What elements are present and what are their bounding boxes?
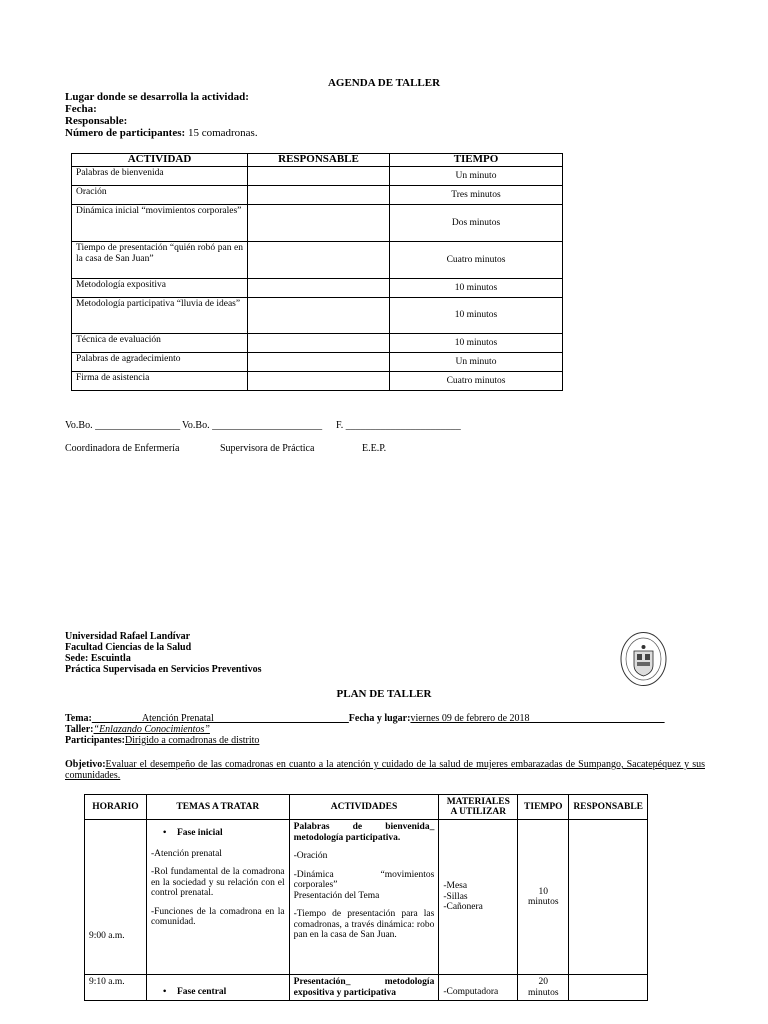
header-responsable: RESPONSABLE [248,154,390,167]
tiempo-cell: 10 minutos [390,279,563,298]
table-row [72,279,563,298]
actividad-cell: Dinámica inicial “movimientos corporales” [72,205,248,242]
actividad-bold: Palabras de bienvenida_ metodología participativa. [293,822,435,843]
header-actividad: ACTIVIDAD [72,154,248,167]
actividades-cell [289,820,439,975]
participantes-plan-value: Dirigido a comadronas de distrito [125,735,260,746]
table-row [85,820,648,975]
actividad-cell: Técnica de evaluación [72,334,248,353]
university-seal-icon [620,631,667,687]
actividad-cell: Palabras de bienvenida [72,167,248,186]
tiempo-cell: Cuatro minutos [390,242,563,279]
participantes-plan-label: Participantes: [65,735,125,746]
responsable-cell [248,279,390,298]
actividad-presentacion: Presentación del Tema [293,890,380,901]
lugar-label: Lugar donde se desarrolla la actividad: [65,91,249,103]
tiempo-plan-cell: 10 minutos [518,820,569,975]
fase-inicial-bullet: • Fase inicial [151,828,285,839]
taller-line [65,724,210,735]
firma-eep: F. _______________________ [336,420,461,431]
tema-label: Tema: [65,713,92,724]
responsable-cell [248,372,390,391]
table-row [72,205,563,242]
temas-cell [146,820,289,975]
tiempo-plan-cell: 20 minutos [518,975,569,1001]
objetivo-label: Objetivo: [65,759,106,770]
vobo-coordinadora: Vo.Bo. _________________ [65,420,181,431]
responsable-cell [248,205,390,242]
fecha-lugar-value: viernes 09 de febrero de 2018___________________________ [410,713,665,724]
table-row [72,167,563,186]
fecha-label: Fecha: [65,103,97,115]
taller-value: “Enlazando Conocimientos” [93,724,210,735]
responsable-label: Responsable: [65,115,128,127]
plan-title: PLAN DE TALLER [336,688,432,700]
header-actividades: ACTIVIDADES [289,795,439,820]
temas-cell [146,975,289,1001]
actividad-cell: Palabras de agradecimiento [72,353,248,372]
actividad-oracion: -Oración [293,851,328,861]
fase-central-bullet: • Fase central [151,987,285,998]
header-materiales: MATERIALES A UTILIZAR [439,795,518,820]
participantes-plan-line [65,735,259,746]
sign-eep: E.E.P. [362,443,387,454]
materiales-cell: -Computadora [439,975,518,1001]
header-tiempo-plan: TIEMPO [518,795,569,820]
header-horario: HORARIO [85,795,147,820]
material-item: -Cañonera [443,902,483,913]
table-row [72,372,563,391]
actividad-cell: Metodología expositiva [72,279,248,298]
table-row [72,298,563,334]
plan-header-row [85,795,648,820]
table-row [72,186,563,205]
header-temas: TEMAS A TRATAR [146,795,289,820]
responsable-cell [248,334,390,353]
responsable-plan-cell [569,820,648,975]
responsable-plan-cell [569,975,648,1001]
actividad-dinamica: -Dinámica “movimientos corporales” [293,869,435,890]
responsable-cell [248,167,390,186]
taller-label: Taller: [65,724,94,735]
agenda-header-row [72,154,563,167]
tiempo-cell: Tres minutos [390,186,563,205]
practice-name: Práctica Supervisada en Servicios Preventivos [65,664,262,675]
material-item: -Mesa [443,881,468,892]
actividad-cell: Firma de asistencia [72,372,248,391]
table-row [72,334,563,353]
tiempo-cell: Un minuto [390,167,563,186]
vobo-supervisora: Vo.Bo. ______________________ [182,420,323,431]
fecha-lugar-label: Fecha y lugar: [348,713,411,724]
actividad-cell: Tiempo de presentación “quién robó pan en la casa de San Juan” [72,242,248,279]
sign-supervisora: Supervisora de Práctica [220,443,315,454]
material-item: -Sillas [443,891,468,902]
responsable-cell [248,242,390,279]
agenda-title: AGENDA DE TALLER [327,77,441,89]
responsable-cell [248,353,390,372]
participantes-label: Número de participantes: [65,127,186,139]
objetivo-line [65,759,705,781]
tema-value: __________Atención Prenatal___________________________ [91,713,349,724]
tiempo-cell: Un minuto [390,353,563,372]
tema-line [65,713,665,724]
university-name: Universidad Rafael Landívar [65,631,191,642]
horario-cell: 9:10 a.m. [85,975,147,1001]
table-row [85,975,648,1001]
table-row [72,353,563,372]
header-responsable-plan: RESPONSABLE [569,795,648,820]
actividad-cell: Metodología participativa “lluvia de ideas” [72,298,248,334]
tiempo-cell: Dos minutos [390,205,563,242]
tema-item: -Rol fundamental de la comadrona en la sociedad y su relación con el control prenatal. [150,867,285,898]
actividad-cell: Oración [72,186,248,205]
participantes-value: 15 comadronas. [185,127,258,139]
tiempo-cell: Cuatro minutos [390,372,563,391]
faculty-name: Facultad Ciencias de la Salud [65,642,192,653]
objetivo-value: Evaluar el desempeño de las comadronas en cuanto a la atención y cuidado de la salud de mujeres embarazadas de Sumpango, Sacatepéquez y sus comunidades. [65,759,705,781]
sede-name: Sede: Escuintla [65,653,131,664]
responsable-cell [248,186,390,205]
tema-item: -Funciones de la comadrona en la comunidad. [150,906,285,927]
materiales-cell [439,820,518,975]
horario-cell: 9:00 a.m. [85,820,147,975]
tiempo-cell: 10 minutos [390,334,563,353]
actividad-tiempo: -Tiempo de presentación para las comadronas, a través dinámica: robo pan en la casa de San Juan. [293,909,435,940]
sign-coordinadora: Coordinadora de Enfermería [65,443,180,454]
participantes-line [65,127,258,139]
table-row [72,242,563,279]
actividades-cell: Presentación_ metodología expositiva y participativa [289,975,439,1001]
responsable-cell [248,298,390,334]
agenda-table [71,153,563,391]
tema-item: -Atención prenatal [150,848,222,859]
tiempo-cell: 10 minutos [390,298,563,334]
header-tiempo: TIEMPO [390,154,563,167]
plan-table [84,794,648,1001]
